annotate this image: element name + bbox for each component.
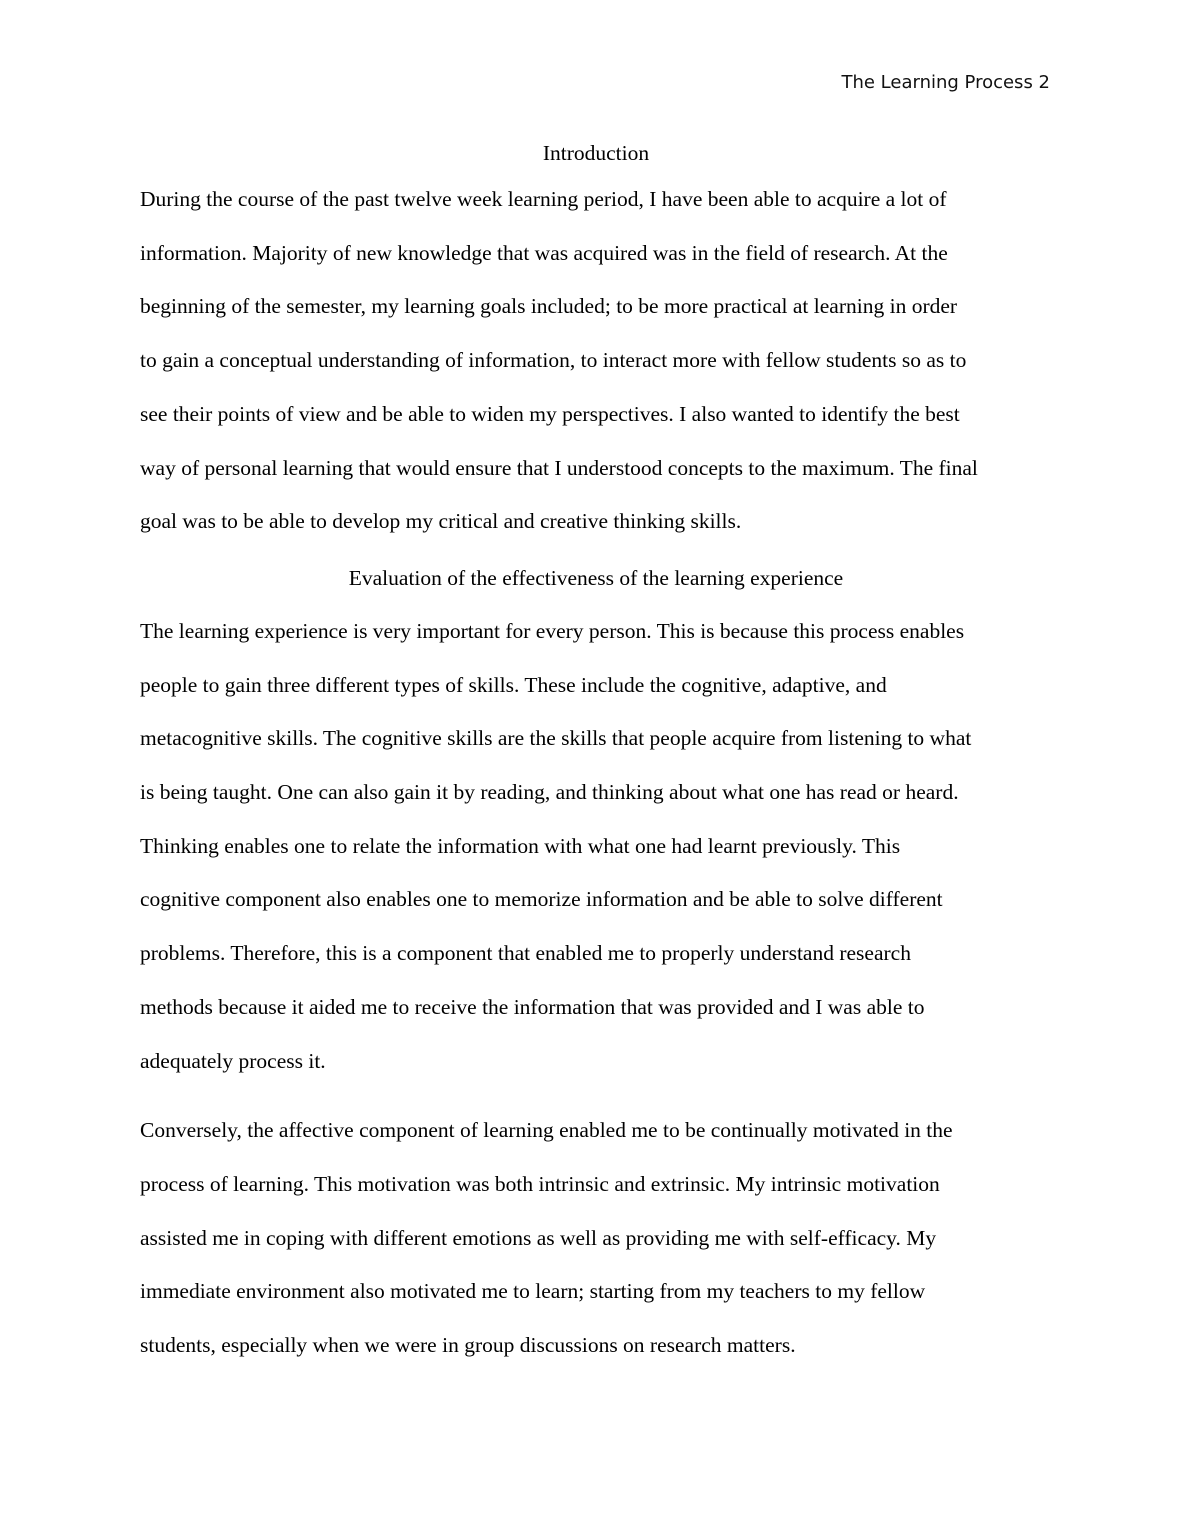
evaluation-paragraph-2 (140, 1104, 1052, 1373)
text-line: beginning of the semester, my learning goals included; to be more practical at learning in order (140, 294, 958, 319)
introduction-paragraph (140, 173, 1052, 549)
text-line: During the course of the past twelve week learning period, I have been able to acquire a lot of (140, 187, 947, 211)
text-line: The learning experience is very important for every person. This is because this process enables (140, 618, 965, 643)
evaluation-paragraph-1 (140, 605, 1052, 1088)
text-line: students, especially when we were in group discussions on research matters. (140, 1333, 796, 1358)
text-line: problems. Therefore, this is a component that enabled me to properly understand research (140, 941, 911, 966)
text-line: immediate environment also motivated me to learn; starting from my teachers to my fellow (140, 1279, 926, 1304)
text-line: process of learning. This motivation was both intrinsic and extrinsic. My intrinsic motivation (140, 1171, 940, 1196)
evaluation-heading: Evaluation of the effectiveness of the learning experience (348, 565, 844, 590)
running-head: The Learning Process 2 (841, 72, 1050, 93)
text-line: see their points of view and be able to widen my perspectives. I also wanted to identify the best (140, 401, 960, 426)
text-line: assisted me in coping with different emotions as well as providing me with self-efficacy. My (140, 1225, 937, 1250)
text-line: adequately process it. (140, 1048, 326, 1073)
text-line: goal was to be able to develop my critical and creative thinking skills. (140, 509, 742, 534)
text-line: is being taught. One can also gain it by reading, and thinking about what one has read or heard. (140, 780, 959, 805)
text-line: to gain a conceptual understanding of information, to interact more with fellow students so as to (140, 348, 967, 373)
text-line: way of personal learning that would ensure that I understood concepts to the maximum. The final (140, 455, 978, 480)
text-line: methods because it aided me to receive the information that was provided and I was able to (140, 994, 925, 1019)
text-line: Thinking enables one to relate the information with what one had learnt previously. This (140, 833, 901, 858)
text-line: people to gain three different types of skills. These include the cognitive, adaptive, and (140, 672, 887, 697)
text-line: Conversely, the affective component of learning enabled me to be continually motivated in the (140, 1118, 953, 1143)
text-line: information. Majority of new knowledge that was acquired was in the field of research. At the (140, 240, 948, 265)
introduction-heading: Introduction (542, 141, 650, 165)
document-body (140, 138, 1052, 1373)
text-line: metacognitive skills. The cognitive skills are the skills that people acquire from listening to what (140, 726, 972, 751)
text-line: cognitive component also enables one to memorize information and be able to solve different (140, 887, 943, 912)
